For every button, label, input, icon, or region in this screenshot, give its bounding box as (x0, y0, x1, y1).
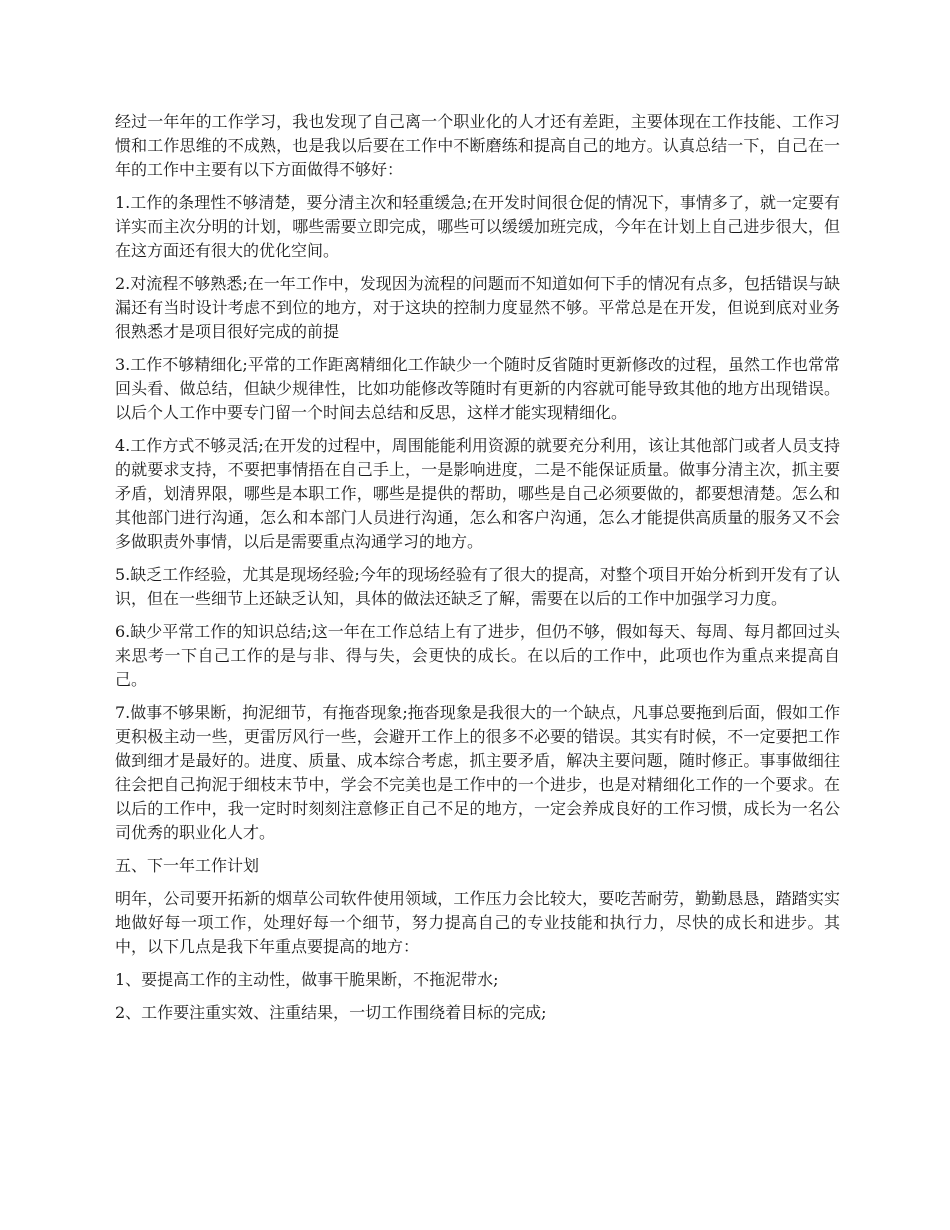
paragraph-plan-item-1: 1、要提高工作的主动性，做事干脆果断，不拖泥带水; (115, 970, 499, 989)
paragraph-plan-item-2: 2、工作要注重实效、注重结果，一切工作围绕着目标的完成; (115, 1003, 547, 1022)
paragraph-item-2: 2.对流程不够熟悉;在一年工作中，发现因为流程的问题而不知道如何下手的情况有点多，包括错误与缺漏还有当时设计考虑不到位的地方，对于这块的控制力度显然不够。平常总是在开发，但说到底对业务很熟悉才是项目很好完成的前提 (115, 274, 840, 341)
paragraph-item-6: 6.缺少平常工作的知识总结;这一年在工作总结上有了进步，但仍不够，假如每天、每周、每月都回过头来思考一下自己工作的是与非、得与失，会更快的成长。在以后的工作中，此项也作为重点来提高自己。 (115, 622, 840, 689)
section-heading-plan: 五、下一年工作计划 (115, 856, 260, 875)
paragraph-item-3: 3.工作不够精细化;平常的工作距离精细化工作缺少一个随时反省随时更新修改的过程，虽然工作也常常回头看、做总结，但缺少规律性，比如功能修改等随时有更新的内容就可能导致其他的地方出现错误。以后个人工作中要专门留一个时间去总结和反思，这样才能实现精细化。 (115, 355, 840, 422)
paragraph-item-7: 7.做事不够果断，拘泥细节，有拖沓现象;拖沓现象是我很大的一个缺点，凡事总要拖到后面，假如工作更积极主动一些，更雷厉风行一些，会避开工作上的很多不必要的错误。其实有时候，不一定要把工作做到细才是最好的。进度、质量、成本综合考虑，抓主要矛盾，解决主要问题，随时修正。事事做细往往会把自己拘泥于细枝末节中，学会不完美也是工作中的一个进步，也是对精细化工作的一个要求。在以后的工作中，我一定时时刻刻注意修正自己不足的地方，一定会养成良好的工作习惯，成长为一名公司优秀的职业化人才。 (115, 703, 840, 842)
paragraph-item-5: 5.缺乏工作经验，尤其是现场经验;今年的现场经验有了很大的提高，对整个项目开始分析到开发有了认识，但在一些细节上还缺乏认知，具体的做法还缺乏了解，需要在以后的工作中加强学习力度。 (115, 565, 840, 608)
paragraph-item-4: 4.工作方式不够灵活;在开发的过程中，周围能能利用资源的就要充分利用，该让其他部门或者人员支持的就要求支持，不要把事情捂在自己手上，一是影响进度，二是不能保证质量。做事分清主次，抓主要矛盾，划清界限，哪些是本职工作，哪些是提供的帮助，哪些是自己必须要做的，都要想清楚。怎么和其他部门进行沟通，怎么和本部门人员进行沟通，怎么和客户沟通，怎么才能提供高质量的服务又不会多做职责外事情，以后是需要重点沟通学习的地方。 (115, 436, 840, 551)
paragraph-item-1: 1.工作的条理性不够清楚，要分清主次和轻重缓急;在开发时间很仓促的情况下，事情多了，就一定要有详实而主次分明的计划，哪些需要立即完成，哪些可以缓缓加班完成，今年在计划上自己进步很大，但在这方面还有很大的优化空间。 (115, 193, 840, 260)
paragraph-plan-intro: 明年，公司要开拓新的烟草公司软件使用领域，工作压力会比较大，要吃苦耐劳，勤勤恳恳，踏踏实实地做好每一项工作，处理好每一个细节，努力提高自己的专业技能和执行力，尽快的成长和进步。其中，以下几点是我下年重点要提高的地方： (115, 889, 840, 956)
paragraph-intro: 经过一年年的工作学习，我也发现了自己离一个职业化的人才还有差距，主要体现在工作技能、工作习惯和工作思维的不成熟，也是我以后要在工作中不断磨练和提高自己的地方。认真总结一下，自己在一年的工作中主要有以下方面做得不够好： (115, 112, 840, 179)
document-page (115, 110, 840, 1034)
